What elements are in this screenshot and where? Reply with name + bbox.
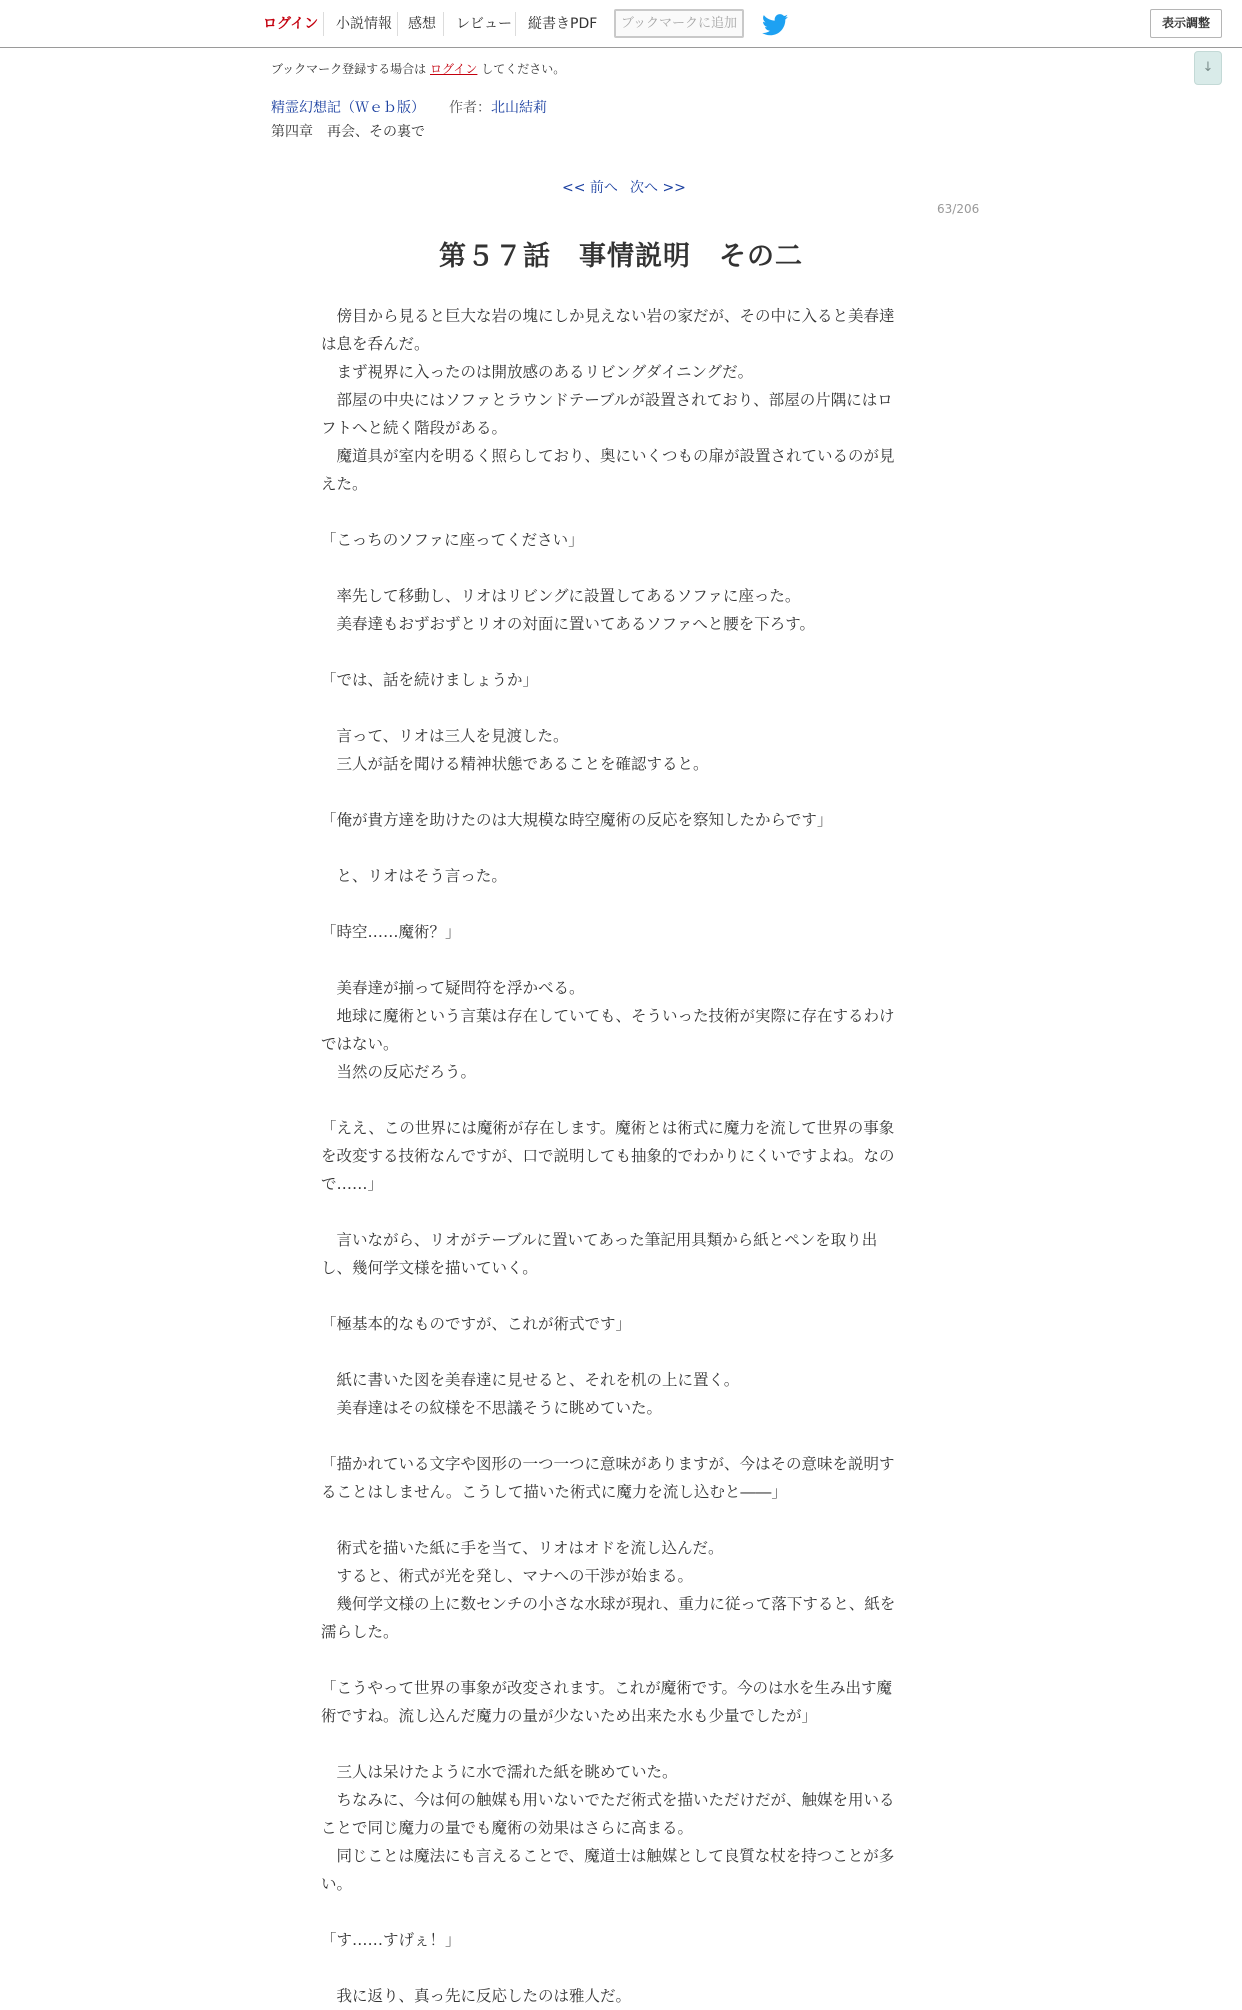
top-nav-bar: [0, 0, 1242, 48]
novel-title-link[interactable]: 精霊幻想記（Ｗｅｂ版）: [271, 100, 425, 116]
body-line: 美春達が揃って疑問符を浮かべる。: [321, 979, 585, 997]
body-line: ことで同じ魔力の量でも魔術の効果はさらに高まる。: [321, 1819, 694, 1837]
body-line: フトへと続く階段がある。: [321, 419, 508, 437]
body-line: 美春達もおずおずとリオの対面に置いてあるソファへと腰を下ろす。: [321, 615, 815, 633]
body-line: 三人は呆けたように水で濡れた紙を眺めていた。: [321, 1763, 678, 1781]
body-line: 幾何学文様の上に数センチの小さな水球が現れ、重力に従って落下すると、紙を: [321, 1595, 896, 1613]
body-line: [321, 1646, 921, 1674]
body-line: [321, 1086, 921, 1114]
body-line: 傍目から見ると巨大な岩の塊にしか見えない岩の家だが、その中に入ると美春達: [321, 307, 895, 325]
body-line: 部屋の中央にはソファとラウンドテーブルが設置されており、部屋の片隅にはロ: [321, 391, 893, 409]
body-line: [321, 1422, 921, 1450]
body-line: と、リオはそう言った。: [321, 867, 507, 885]
body-line: ではない。: [321, 1035, 399, 1053]
next-episode-link[interactable]: 次へ >>: [630, 180, 686, 196]
body-line: 率先して移動し、リオはリビングに設置してあるソファに座った。: [321, 587, 801, 605]
body-line: 美春達はその紋様を不思議そうに眺めていた。: [321, 1399, 663, 1417]
vertical-pdf-link[interactable]: 縦書きPDF: [528, 16, 598, 32]
novel-info-link[interactable]: 小説情報: [336, 16, 392, 32]
body-line: 「ええ、この世界には魔術が存在します。魔術とは術式に魔力を流して世界の事象: [321, 1119, 895, 1137]
body-line: [321, 890, 921, 918]
body-line: 魔道具が室内を明るく照らしており、奥にいくつもの扉が設置されているのが見: [321, 447, 895, 465]
body-line: [321, 1730, 921, 1758]
body-line: 「極基本的なものですが、これが術式です」: [321, 1315, 632, 1333]
nav-divider: [443, 12, 444, 36]
body-line: 言って、リオは三人を見渡した。: [321, 727, 569, 745]
body-line: 我に返り、真っ先に反応したのは雅人だ。: [321, 1987, 632, 2005]
body-line: [321, 778, 921, 806]
body-line: [321, 1338, 921, 1366]
impressions-link[interactable]: 感想: [408, 16, 436, 32]
body-line: 紙に書いた図を美春達に見せると、それを机の上に置く。: [321, 1371, 740, 1389]
body-line: 「時空……魔術？」: [321, 923, 461, 941]
body-line: [321, 554, 921, 582]
login-link[interactable]: ログイン: [263, 16, 319, 32]
nav-divider: [515, 12, 516, 36]
body-line: 術ですね。流し込んだ魔力の量が少ないため出来た水も少量でしたが」: [321, 1707, 818, 1725]
body-line: 「す……すげぇ！」: [321, 1931, 461, 1949]
body-line: ちなみに、今は何の触媒も用いないでただ術式を描いただけだが、触媒を用いる: [321, 1791, 895, 1809]
body-line: 「描かれている文字や図形の一つ一つに意味がありますが、今はその意味を説明す: [321, 1455, 895, 1473]
novel-body: [321, 302, 921, 2010]
body-line: 同じことは魔法にも言えることで、魔道士は触媒として良質な杖を持つことが多: [321, 1847, 895, 1865]
body-line: 地球に魔術という言葉は存在していても、そういった技術が実際に存在するわけ: [321, 1007, 895, 1025]
episode-title: 第５７話 事情説明 その二: [439, 241, 803, 272]
scroll-down-button[interactable]: ↓: [1194, 51, 1222, 85]
prev-episode-link[interactable]: << 前へ: [562, 180, 618, 196]
body-line: ることはしません。こうして描いた術式に魔力を流し込むと――」: [321, 1483, 787, 1501]
body-line: [321, 1506, 921, 1534]
body-line: [321, 1198, 921, 1226]
body-line: [321, 946, 921, 974]
body-line: い。: [321, 1875, 353, 1893]
body-line: 術式を描いた紙に手を当て、リオはオドを流し込んだ。: [321, 1539, 724, 1557]
body-line: 「では、話を続けましょうか」: [321, 671, 539, 689]
chapter-title: 第四章 再会、その裏で: [271, 124, 425, 140]
body-line: すると、術式が光を発し、マナへの干渉が始まる。: [321, 1567, 694, 1585]
body-line: で……」: [321, 1175, 384, 1193]
author-label: 作者：: [449, 100, 491, 116]
body-line: 濡らした。: [321, 1623, 399, 1641]
body-line: し、幾何学文様を描いていく。: [321, 1259, 538, 1277]
nav-divider: [323, 12, 324, 36]
bookmark-login-note: [271, 60, 565, 77]
body-line: 「俺が貴方達を助けたのは大規模な時空魔術の反応を察知したからです」: [321, 811, 833, 829]
body-line: [321, 1282, 921, 1310]
bookmark-login-link[interactable]: ログイン: [430, 62, 478, 76]
display-settings-button[interactable]: 表示調整: [1150, 9, 1222, 38]
nav-divider: [397, 12, 398, 36]
body-line: 言いながら、リオがテーブルに置いてあった筆記用具類から紙とペンを取り出: [321, 1231, 878, 1249]
body-line: 三人が話を聞ける精神状態であることを確認すると。: [321, 755, 709, 773]
body-line: を改変する技術なんですが、口で説明しても抽象的でわかりにくいですよね。なの: [321, 1147, 895, 1165]
body-line: [321, 694, 921, 722]
bookmark-note-suffix: してください。: [481, 62, 566, 76]
body-line: [321, 498, 921, 526]
body-line: 「こっちのソファに座ってください」: [321, 531, 584, 549]
bookmark-note-prefix: ブックマーク登録する場合は: [271, 62, 427, 76]
review-link[interactable]: レビュー: [456, 16, 512, 32]
body-line: [321, 834, 921, 862]
body-line: は息を呑んだ。: [321, 335, 430, 353]
body-line: [321, 638, 921, 666]
episode-counter: 63/206: [937, 202, 980, 216]
body-line: [321, 1954, 921, 1982]
body-line: 「こうやって世界の事象が改変されます。これが魔術です。今のは水を生み出す魔: [321, 1679, 893, 1697]
body-line: 当然の反応だろう。: [321, 1063, 477, 1081]
add-bookmark-button[interactable]: ブックマークに追加: [614, 9, 744, 38]
body-line: まず視界に入ったのは開放感のあるリビングダイニングだ。: [321, 363, 754, 381]
twitter-icon[interactable]: [762, 14, 788, 36]
author-name-link[interactable]: 北山結莉: [491, 100, 547, 116]
body-line: [321, 1898, 921, 1926]
body-line: えた。: [321, 475, 368, 493]
